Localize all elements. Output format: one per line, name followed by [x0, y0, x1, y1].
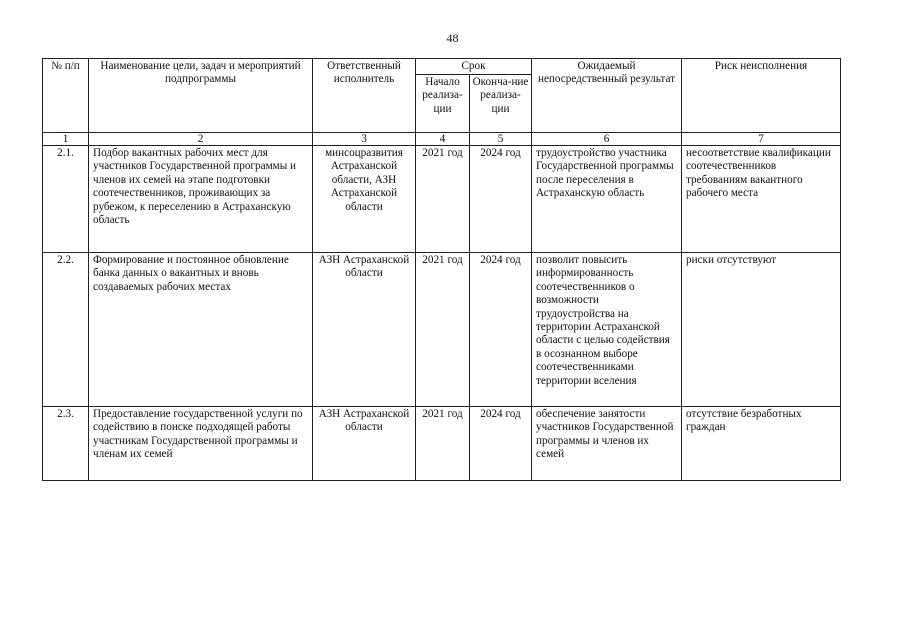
- column-number: 7: [682, 133, 841, 146]
- row-number: 2.1.: [43, 146, 89, 253]
- start-year: 2021 год: [416, 253, 470, 407]
- subprogram-measures-table: [42, 58, 841, 481]
- table-row: [43, 407, 841, 481]
- responsible-executor: АЗН Астраханской области: [313, 253, 416, 407]
- start-year: 2021 год: [416, 407, 470, 481]
- responsible-executor: АЗН Астраханской области: [313, 407, 416, 481]
- start-year: 2021 год: [416, 146, 470, 253]
- risk-text: риски отсутствуют: [682, 253, 841, 407]
- row-number: 2.2.: [43, 253, 89, 407]
- risk-text: отсутствие безработных граждан: [682, 407, 841, 481]
- header-risk: Риск неисполнения: [682, 59, 841, 133]
- table-row: [43, 253, 841, 407]
- column-number: 4: [416, 133, 470, 146]
- column-number: 1: [43, 133, 89, 146]
- table-row: [43, 146, 841, 253]
- end-year: 2024 год: [470, 407, 532, 481]
- expected-result: позволит повысить информированность соотечественников о возможности трудоустройства на территории Астраханской области с целью содействия в осознанном выборе соотечественниками территории вселения: [532, 253, 682, 407]
- expected-result: обеспечение занятости участников Государственной программы и членов их семей: [532, 407, 682, 481]
- row-number: 2.3.: [43, 407, 89, 481]
- risk-text: несоответствие квалификации соотечественников требованиям вакантного рабочего места: [682, 146, 841, 253]
- header-result: Ожидаемый непосредственный результат: [532, 59, 682, 133]
- column-number: 2: [89, 133, 313, 146]
- header-executor: Ответственный исполнитель: [313, 59, 416, 133]
- header-end: Оконча-ние реализа-ции: [470, 75, 532, 133]
- column-number: 5: [470, 133, 532, 146]
- header-term: Срок: [416, 59, 532, 75]
- header-start: Начало реализа-ции: [416, 75, 470, 133]
- column-number: 6: [532, 133, 682, 146]
- expected-result: трудоустройство участника Государственной программы после переселения в Астраханскую область: [532, 146, 682, 253]
- measure-name: Подбор вакантных рабочих мест для участников Государственной программы и членов их семей на этапе подготовки соотечественников, проживающих за рубежом, к переселению в Астраханскую область: [89, 146, 313, 253]
- page-number: 48: [446, 31, 459, 45]
- header-name: Наименование цели, задач и мероприятий подпрограммы: [89, 59, 313, 133]
- responsible-executor: минсоцразвития Астраханской области, АЗН Астраханской области: [313, 146, 416, 253]
- column-number: 3: [313, 133, 416, 146]
- measure-name: Предоставление государственной услуги по содействию в поиске подходящей работы участникам Государственной программы и членам их семей: [89, 407, 313, 481]
- header-num: № п/п: [43, 59, 89, 133]
- measure-name: Формирование и постоянное обновление банка данных о вакантных и вновь создаваемых рабочих местах: [89, 253, 313, 407]
- end-year: 2024 год: [470, 146, 532, 253]
- end-year: 2024 год: [470, 253, 532, 407]
